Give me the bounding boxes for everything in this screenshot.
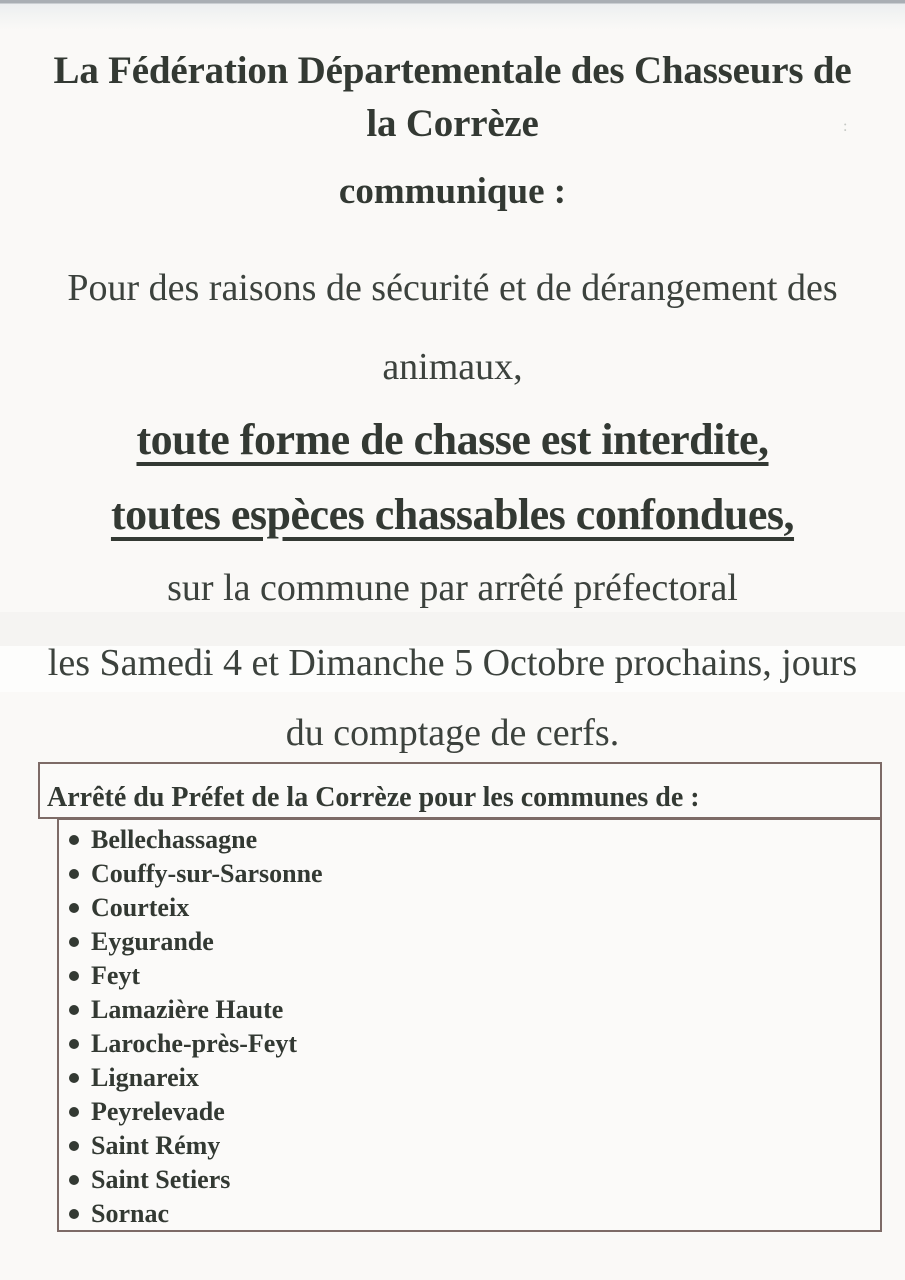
bullet-icon — [69, 1209, 79, 1219]
communes-list-box — [57, 817, 882, 1232]
list-item — [67, 925, 880, 959]
reason-line-2: animaux, — [382, 346, 523, 388]
purpose-line: du comptage de cerfs. — [285, 712, 620, 754]
list-item — [67, 891, 880, 925]
bullet-icon — [69, 1005, 79, 1015]
bullet-icon — [69, 1107, 79, 1117]
list-item — [67, 823, 880, 857]
commune-label: Courteix — [91, 893, 190, 922]
bullet-icon — [69, 903, 79, 913]
bullet-icon — [69, 869, 79, 879]
list-item — [67, 959, 880, 993]
bullet-icon — [69, 971, 79, 981]
commune-label: Feyt — [91, 961, 141, 990]
list-item — [67, 1095, 880, 1129]
ban-line-2: toutes espèces chassables confondues, — [110, 490, 795, 539]
bullet-icon — [69, 1039, 79, 1049]
bullet-icon — [69, 937, 79, 947]
decree-heading: Arrêté du Préfet de la Corrèze pour les communes de : — [47, 782, 700, 813]
list-item — [67, 1061, 880, 1095]
page-title — [0, 44, 905, 150]
dates-line: les Samedi 4 et Dimanche 5 Octobre prochains, jours — [47, 642, 858, 684]
list-item — [67, 1197, 880, 1231]
commune-label: Peyrelevade — [91, 1097, 225, 1126]
list-item — [67, 857, 880, 891]
announce-line: communique : — [338, 171, 567, 212]
decree-heading-box — [38, 762, 882, 819]
commune-label: Saint Rémy — [91, 1131, 221, 1160]
scan-edge-artifact — [0, 0, 905, 30]
commune-label: Laroche-près-Feyt — [91, 1029, 298, 1058]
list-item — [67, 1129, 880, 1163]
commune-label: Bellechassagne — [91, 825, 258, 854]
decree-line: sur la commune par arrêté préfectoral — [167, 567, 738, 609]
commune-label: Lignareix — [91, 1063, 199, 1092]
bullet-icon — [69, 835, 79, 845]
title-line-1: La Fédération Départementale des Chasseurs de — [53, 49, 852, 92]
bullet-icon — [69, 1073, 79, 1083]
bullet-icon — [69, 1175, 79, 1185]
ban-line-1: toute forme de chasse est interdite, — [136, 415, 769, 464]
list-item — [67, 1027, 880, 1061]
list-item — [67, 993, 880, 1027]
commune-label: Eygurande — [91, 927, 214, 956]
title-line-2: la Corrèze — [366, 102, 539, 145]
commune-label: Saint Setiers — [91, 1165, 231, 1194]
bullet-icon — [69, 1141, 79, 1151]
commune-label: Couffy-sur-Sarsonne — [91, 859, 323, 888]
list-item — [67, 1163, 880, 1197]
commune-label: Sornac — [91, 1199, 169, 1228]
reason-line-1: Pour des raisons de sécurité et de dérangement des — [67, 267, 838, 309]
commune-label: Lamazière Haute — [91, 995, 284, 1024]
scan-speck-artifact: : — [843, 118, 848, 135]
